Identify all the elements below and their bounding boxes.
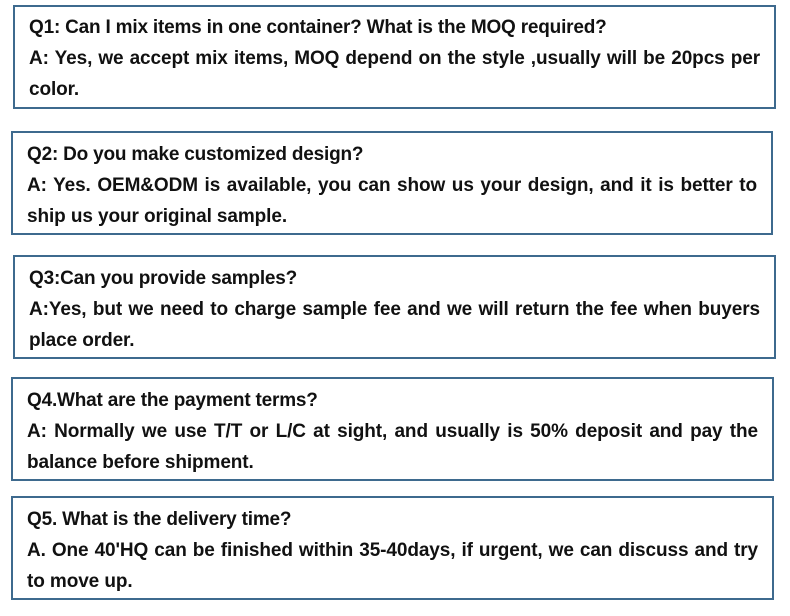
faq-item-5 xyxy=(11,496,774,600)
faq-question-3: Q3:Can you provide samples? xyxy=(29,268,298,289)
faq-item-1 xyxy=(13,5,776,109)
faq-answer-4: A: Normally we use T/T or L/C at sight, and usually is 50% deposit and pay the balance before shipment. xyxy=(27,421,758,473)
faq-item-3 xyxy=(13,255,776,359)
faq-item-4 xyxy=(11,377,774,481)
faq-question-1: Q1: Can I mix items in one container? What is the MOQ required? xyxy=(29,17,607,38)
faq-answer-2: A: Yes. OEM&ODM is available, you can show us your design, and it is better to ship us your original sample. xyxy=(27,175,757,227)
faq-answer-5: A. One 40'HQ can be finished within 35-40days, if urgent, we can discuss and try to move up. xyxy=(27,540,758,592)
faq-item-2 xyxy=(11,131,773,235)
faq-question-5: Q5. What is the delivery time? xyxy=(27,509,292,530)
faq-answer-1: A: Yes, we accept mix items, MOQ depend on the style ,usually will be 20pcs per color. xyxy=(29,48,760,100)
faq-question-2: Q2: Do you make customized design? xyxy=(27,144,364,165)
faq-answer-3: A:Yes, but we need to charge sample fee and we will return the fee when buyers place order. xyxy=(29,299,760,351)
faq-question-4: Q4.What are the payment terms? xyxy=(27,390,318,411)
